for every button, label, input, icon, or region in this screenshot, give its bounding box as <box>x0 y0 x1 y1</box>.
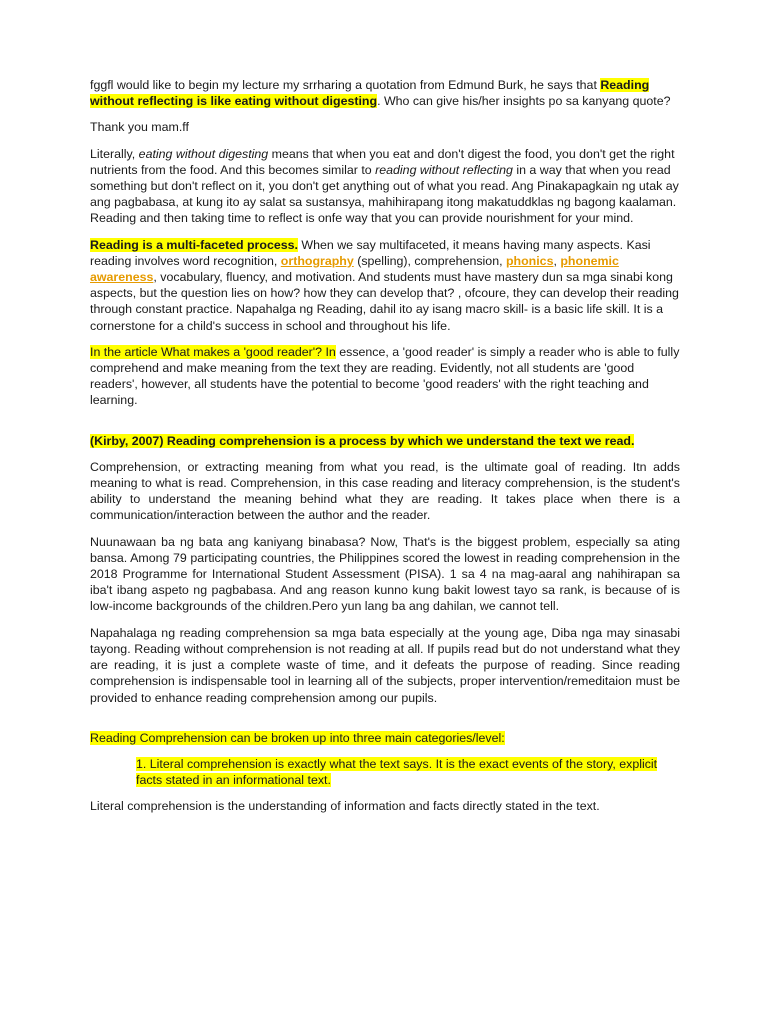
categories-paragraph <box>90 730 680 746</box>
text-run: essence, a 'good reader' is simply a reader who is able to fully comprehend and make meaning from the text they are reading. Evidently, not all students are 'good readers', however, all students have the potential to become 'good readers' with the right teaching and learning. <box>90 344 680 408</box>
text-run: (spelling), comprehension, <box>353 253 506 268</box>
spacer <box>90 716 680 730</box>
burke-quote-highlight: Reading without reflecting is like eating without digesting <box>90 78 650 109</box>
text-run: means that when you eat and don't digest the food, you don't get the right nutrients from the food. And this becomes similar to <box>90 146 675 177</box>
pisa-paragraph: Nuunawaan ba ng bata ang kaniyang binabasa? Now, That's is the biggest problem, especially sa ating bansa. Among 79 participating countries, the Philippines scored the lowest in reading comprehension in the 2018 Programme for International Student Assessment (PISA). 1 sa 4 na mag-aaral ang nahihirapan sa iba't ibang aspeto ng pagbabasa. And ang reason kunno kung bakit lowest tayo sa rank, is because of is low-income backgrounds of the children.Pero yun lang ba ang dahilan, we cannot tell. <box>90 534 680 614</box>
thanks-paragraph: Thank you mam.ff <box>90 120 189 135</box>
literal-definition-paragraph: Literal comprehension is the understanding of information and facts directly stated in the text. <box>90 799 600 814</box>
text-run: , <box>553 253 561 268</box>
kirby-heading-highlight: (Kirby, 2007) Reading comprehension is a process by which we understand the text we read. <box>90 433 635 448</box>
multifaceted-highlight: Reading is a multi-faceted process. <box>90 237 298 252</box>
intro-question: . Who can give his/her insights po sa kanyang quote? <box>377 94 671 109</box>
literal-level-paragraph <box>90 756 680 788</box>
emphasis-eating: eating without digesting <box>138 146 269 161</box>
literal-meaning-paragraph <box>90 146 680 227</box>
text-run: , vocabulary, fluency, and motivation. And students must have mastery dun sa mga sinabi kong aspects, but the question lies on how? how they can develop that? , ofcoure, they can develop their reading through constant practice. Napahalga ng Reading, dahil ito ay isang macro skill- is a basic life skill. It is a cornerstone for a child's success in school and throughout his life. <box>90 270 679 333</box>
document-body <box>90 77 680 825</box>
good-reader-highlight: In the article What makes a 'good reader'? In <box>90 344 336 359</box>
intro-text: fggfl would like to begin my lecture my srrharing a quotation from Edmund Burk, he says that <box>90 78 601 92</box>
phonemic-awareness-link[interactable]: phonemic awareness <box>90 253 619 285</box>
text-run: in a way that when you read something but don't reflect on it, you don't get anything out of what you read. Ang Pinakapagkain ng utak ay ang pagbabasa, at kung ito ay salat sa sustansya, mahihirapang itong makatuddklas ng bagong kaalaman. Reading and then taking time to reflect is onfe way that you can provide nourishment for your mind. <box>90 162 679 226</box>
literal-level-highlight: 1. Literal comprehension is exactly what the text says. It is the exact events of the story, explicit facts stated in an informational text. <box>136 756 658 788</box>
kirby-heading-paragraph <box>90 433 680 449</box>
good-reader-paragraph <box>90 344 680 409</box>
emphasis-reading: reading without reflecting <box>375 162 513 177</box>
text-run: When we say multifaceted, it means having many aspects. Kasi reading involves word recognition, <box>90 237 651 268</box>
spacer <box>90 419 680 433</box>
orthography-link[interactable]: orthography <box>280 253 354 268</box>
importance-paragraph: Napahalaga ng reading comprehension sa mga bata especially at the young age, Diba nga may sinasabi tayong. Reading without comprehension is not reading at all. If pupils read but do not understand what they are reading, it is just a complete waste of time, and it defeats the purpose of reading. Since reading comprehension is indispensable tool in learning all of the subjects, proper intervention/remeditaion must be provided to enhance reading comprehension among our pupils. <box>90 625 680 705</box>
categories-highlight: Reading Comprehension can be broken up into three main categories/level: <box>90 730 505 745</box>
text-run: Literally, <box>90 146 139 161</box>
phonics-link[interactable]: phonics <box>505 253 554 268</box>
intro-paragraph <box>90 77 680 109</box>
multifaceted-paragraph <box>90 237 680 334</box>
comprehension-paragraph: Comprehension, or extracting meaning from what you read, is the ultimate goal of reading. Itn adds meaning to what is read. Comprehension, in this case reading and literacy comprehension, is the student's ability to understand the meaning behind what they are reading. It takes place when there is a communication/interaction between the author and the reader. <box>90 459 680 523</box>
